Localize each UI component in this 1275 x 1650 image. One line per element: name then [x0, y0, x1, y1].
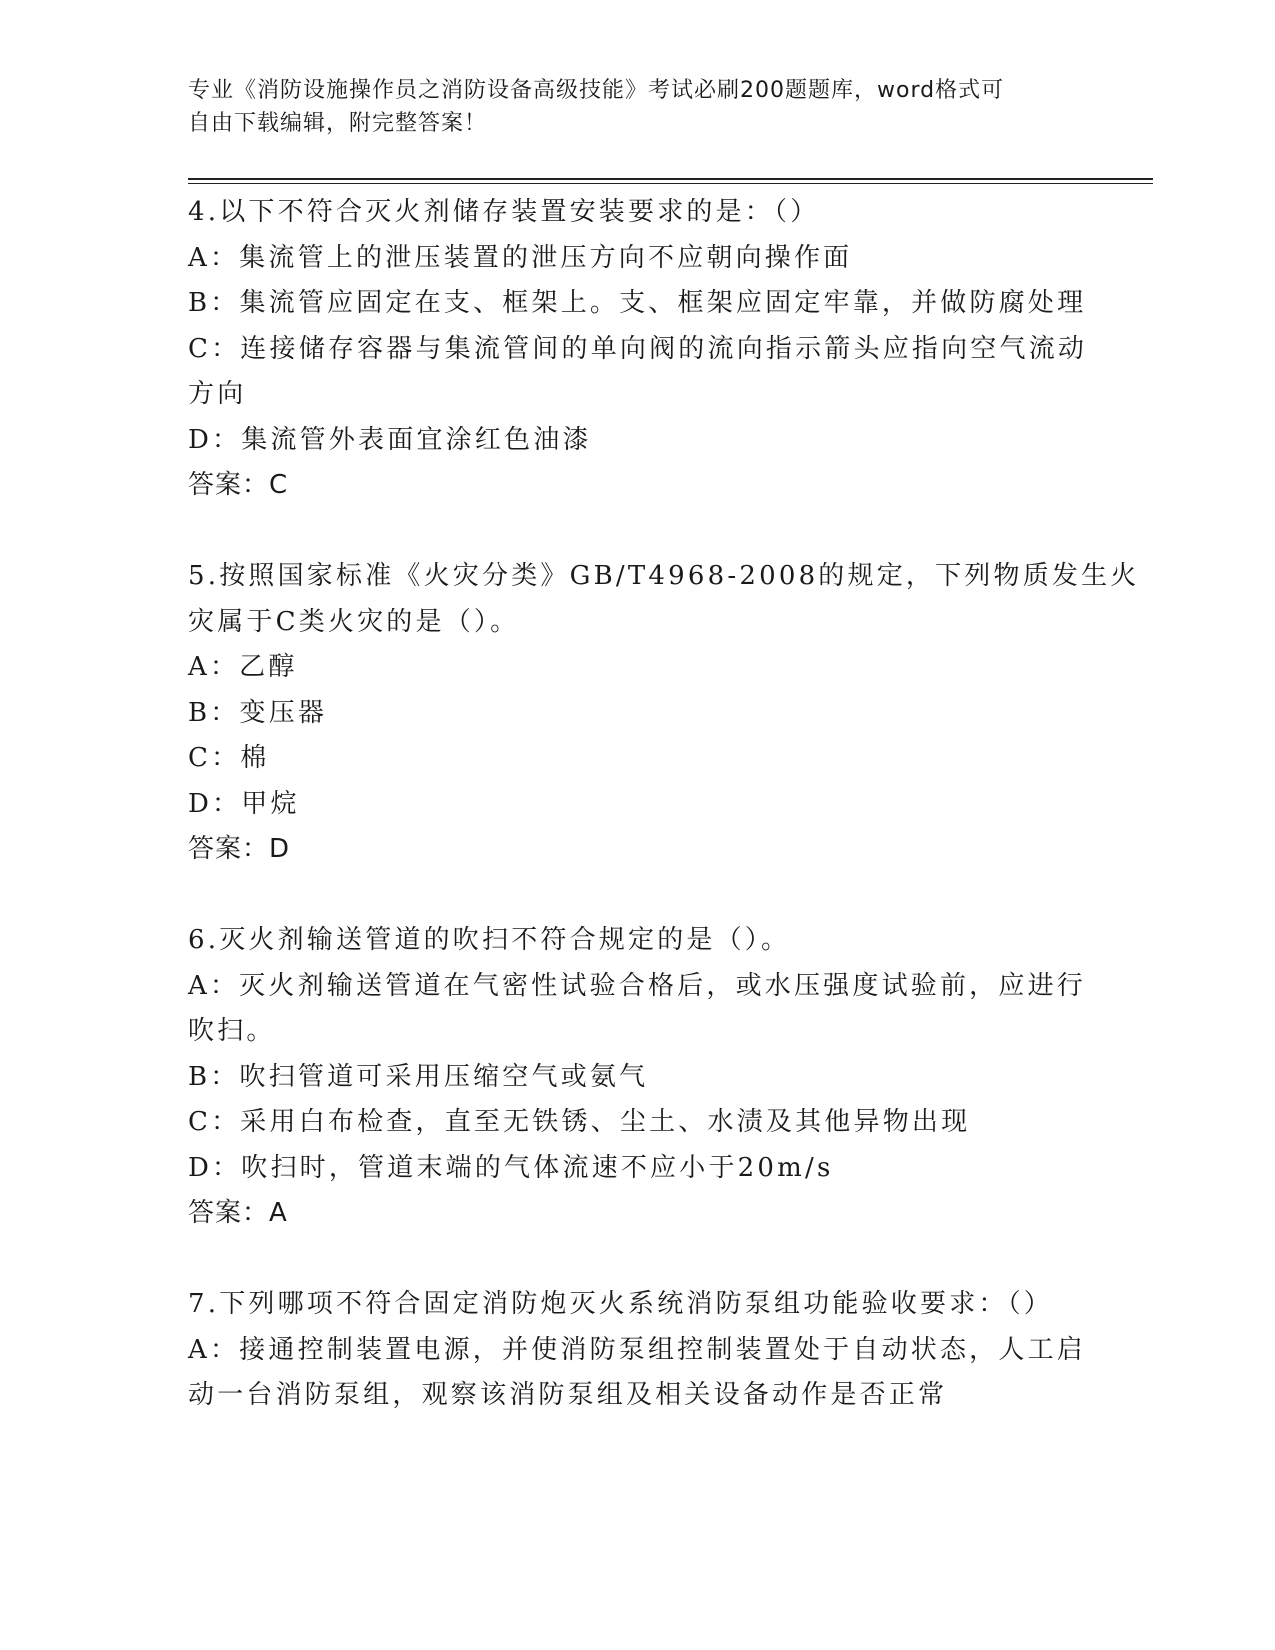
question-spacer [188, 873, 1088, 919]
question-7 [188, 1282, 1088, 1419]
option-a-continued: 动一台消防泵组，观察该消防泵组及相关设备动作是否正常 [188, 1380, 948, 1410]
question-spacer [188, 1237, 1088, 1283]
question-stem: 5.按照国家标准《火灾分类》GB/T4968-2008的规定，下列物质发生火 [188, 561, 1140, 591]
header-divider-thick [188, 178, 1153, 180]
option-b: B：吹扫管道可采用压缩空气或氨气 [188, 1061, 649, 1092]
option-d: D：吹扫时，管道末端的气体流速不应小于20m/s [188, 1152, 834, 1183]
option-a: A：集流管上的泄压装置的泄压方向不应朝向操作面 [188, 242, 853, 273]
option-d: D：集流管外表面宜涂红色油漆 [188, 424, 592, 455]
header-line-2: 自由下载编辑，附完整答案！ [188, 111, 488, 136]
answer: 答案：C [188, 470, 289, 500]
option-c: C：棉 [188, 743, 270, 773]
option-c: C：连接储存容器与集流管间的单向阀的流向指示箭头应指向空气流动 [188, 333, 1088, 364]
question-6 [188, 918, 1088, 1237]
question-stem: 4.以下不符合灭火剂储存装置安装要求的是：（） [188, 197, 820, 227]
option-d: D：甲烷 [188, 788, 300, 819]
question-5 [188, 554, 1140, 873]
option-b: B：集流管应固定在支、框架上。支、框架应固定牢靠，并做防腐处理 [188, 288, 1087, 318]
option-c-continued: 方向 [188, 379, 247, 409]
option-b: B：变压器 [188, 697, 328, 728]
option-a: A：乙醇 [188, 652, 298, 682]
question-stem: 6.灭火剂输送管道的吹扫不符合规定的是（）。 [188, 925, 791, 955]
option-a-continued: 吹扫。 [188, 1016, 276, 1046]
header-line-1: 专业《消防设施操作员之消防设备高级技能》考试必刷200题题库，word格式可 [188, 78, 1005, 103]
option-a: A：接通控制装置电源，并使消防泵组控制装置处于自动状态，人工启 [188, 1334, 1086, 1365]
question-stem: 7.下列哪项不符合固定消防炮灭火系统消防泵组功能验收要求：（） [188, 1289, 1054, 1319]
question-spacer [188, 509, 1088, 555]
question-stem-continued: 灾属于C类火灾的是（）。 [188, 606, 520, 637]
header-divider-thin [188, 183, 1153, 184]
option-a: A：灭火剂输送管道在气密性试验合格后，或水压强度试验前，应进行 [188, 970, 1086, 1001]
answer: 答案：A [188, 1198, 288, 1228]
document-header [188, 74, 1068, 140]
question-4 [188, 190, 1088, 509]
answer: 答案：D [188, 834, 291, 864]
question-list [188, 190, 1140, 1419]
option-c: C：采用白布检查，直至无铁锈、尘土、水渍及其他异物出现 [188, 1107, 971, 1137]
